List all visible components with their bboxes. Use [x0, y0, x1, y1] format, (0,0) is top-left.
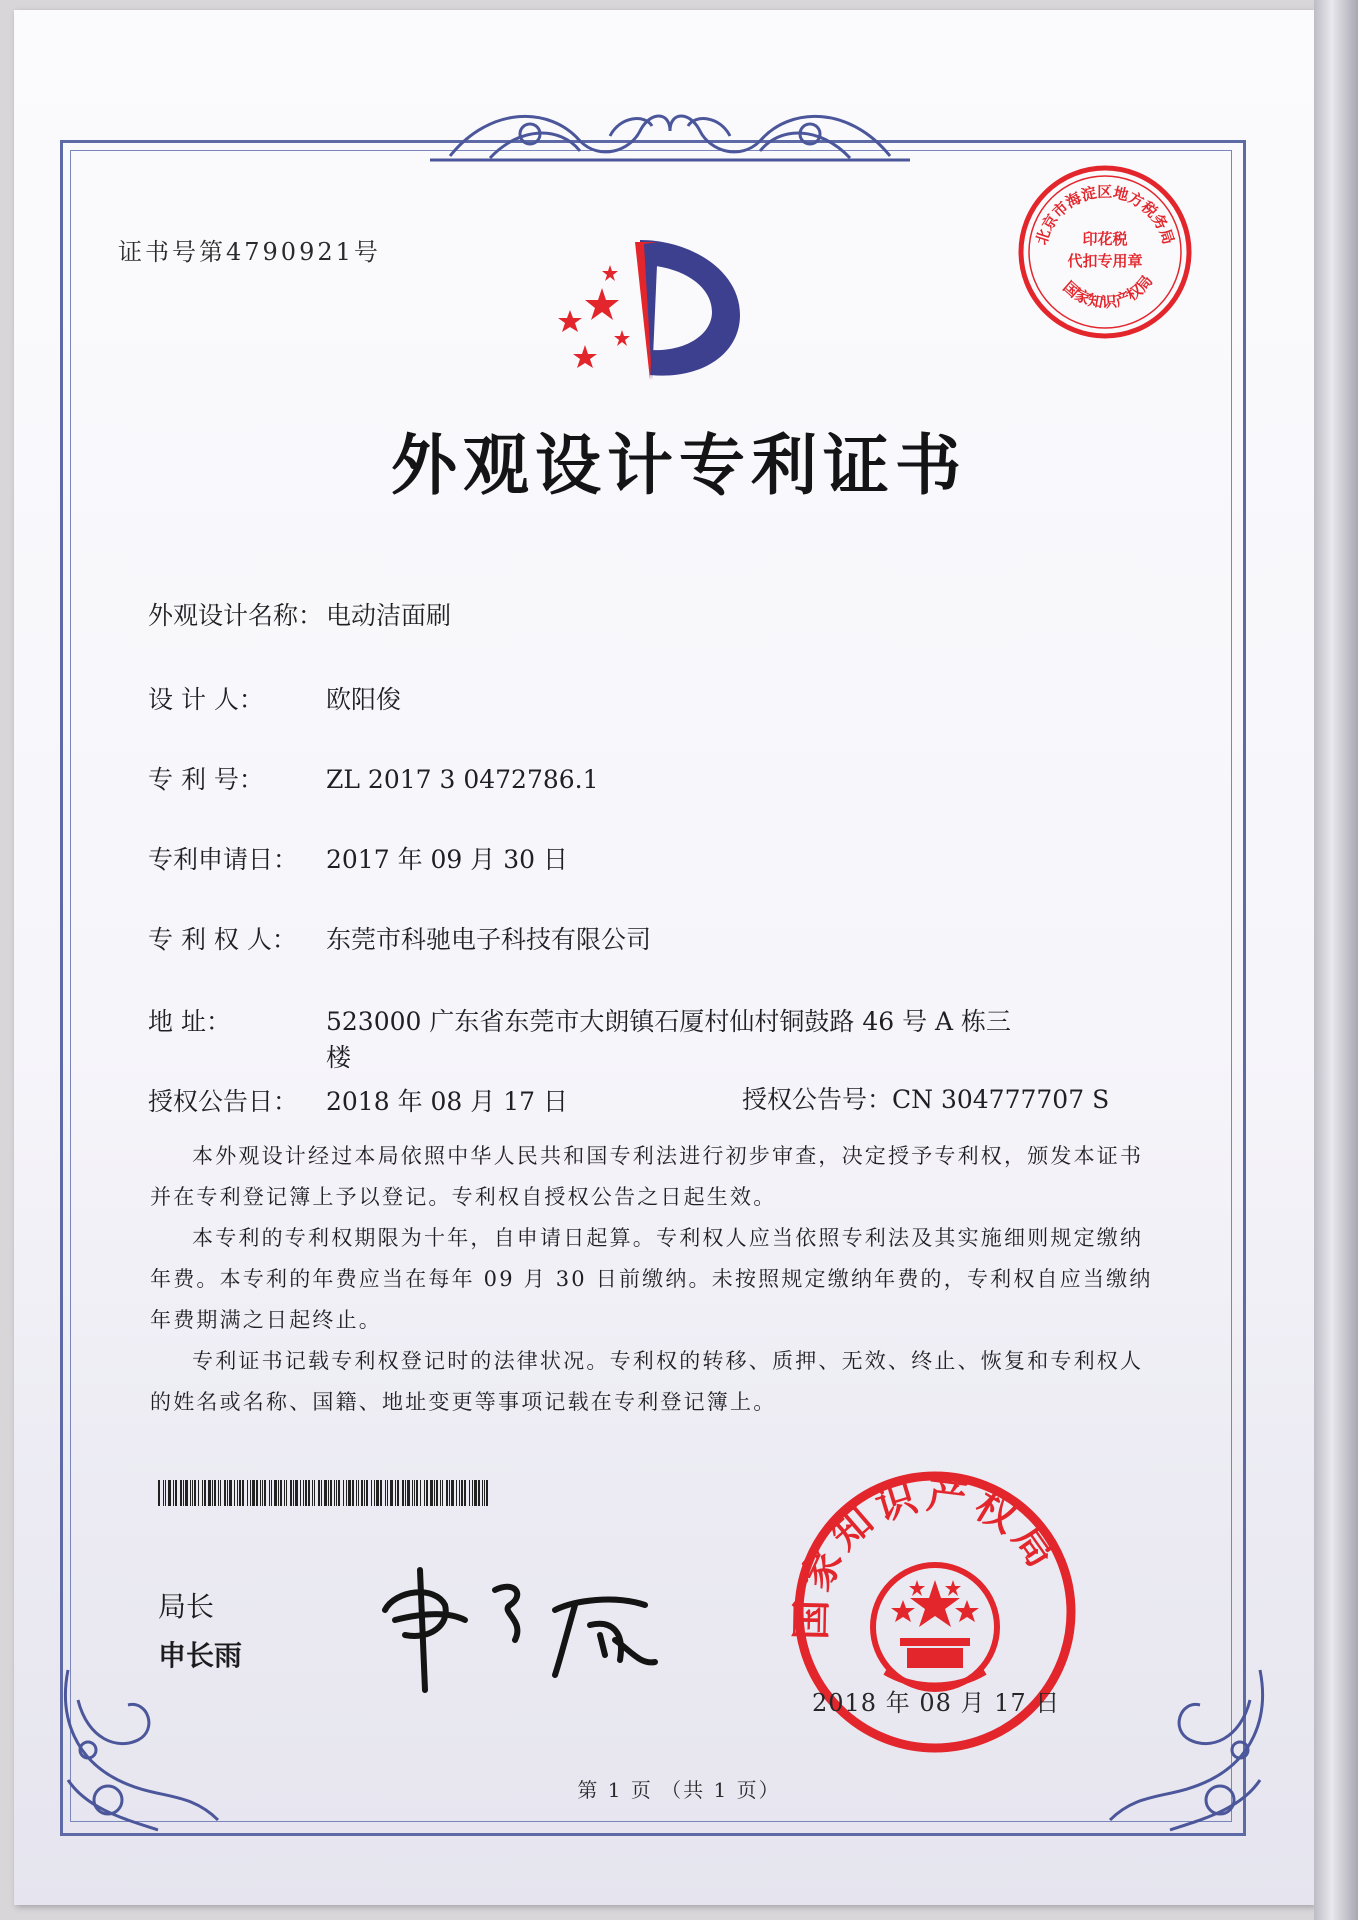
barcode-bar [208, 1480, 211, 1506]
field-label: 外观设计名称： [148, 601, 324, 630]
field-label: 授权公告日： [148, 1087, 299, 1116]
field-patentee [148, 920, 651, 956]
field-label: 地 址： [148, 1007, 231, 1036]
barcode-bar [190, 1480, 191, 1506]
barcode-bar [405, 1480, 406, 1506]
corner-ornament-right [1090, 1660, 1280, 1840]
barcode-bar [324, 1480, 327, 1506]
barcode-bar [293, 1480, 294, 1506]
barcode-bar [436, 1480, 438, 1506]
barcode-bar [371, 1480, 372, 1506]
body-paragraph-1: 本外观设计经过本局依照中华人民共和国专利法进行初步审查，决定授予专利权，颁发本证书并在专利登记簿上予以登记。专利权自授权公告之日起生效。 [150, 1144, 1144, 1209]
barcode-bar [412, 1480, 413, 1506]
barcode-bar [420, 1480, 421, 1506]
binding-edge [1314, 0, 1358, 1920]
barcode-bar [305, 1480, 307, 1506]
handwritten-signature [375, 1550, 675, 1700]
barcode-bar [456, 1480, 457, 1506]
national-emblem-icon [873, 1565, 997, 1689]
barcode-bar [250, 1480, 251, 1506]
barcode-bar [295, 1480, 298, 1506]
body-text [150, 1136, 1160, 1423]
field-value: 欧阳俊 [326, 685, 402, 714]
body-paragraph-2: 本专利的专利权期限为十年，自申请日起算。专利权人应当依照专利法及其实施细则规定缴纳年费。本专利的年费应当在每年 09 月 30 日前缴纳。未按照规定缴纳年费的，专利权自应当缴纳年费期满之日起终止。 [150, 1226, 1153, 1332]
barcode-bar [376, 1480, 379, 1506]
svg-text:国家知识产权局 [1060, 272, 1157, 312]
field-design-name [148, 596, 451, 632]
barcode-bar [212, 1480, 213, 1506]
tax-stamp-bottom-text: 国家知识产权局 [1059, 271, 1157, 312]
barcode-bar [390, 1480, 393, 1506]
barcode-bar [300, 1480, 301, 1506]
barcode-bar [464, 1480, 466, 1506]
barcode-bar [334, 1480, 335, 1506]
barcode-bar [284, 1480, 285, 1506]
barcode-bar [330, 1480, 332, 1506]
field-label: 专利申请日： [148, 845, 299, 874]
barcode-bar [183, 1480, 184, 1506]
field-value: 2017 年 09 月 30 日 [326, 845, 568, 874]
barcode-bar [274, 1480, 277, 1506]
barcode-bar [469, 1480, 470, 1506]
barcode-bar [358, 1480, 359, 1506]
body-paragraph-3: 专利证书记载专利权登记时的法律状况。专利权的转移、质押、无效、终止、恢复和专利权人的姓名或名称、国籍、地址变更等事项记载在专利登记簿上。 [150, 1349, 1144, 1414]
field-label: 专 利 权 人： [148, 925, 297, 954]
director-name: 申长雨 [158, 1639, 243, 1672]
barcode-bar [237, 1480, 238, 1506]
barcode-bar [165, 1480, 166, 1506]
barcode-bar [303, 1480, 304, 1506]
barcode-bar [346, 1480, 347, 1506]
barcode-bar [348, 1480, 351, 1506]
field-label: 专 利 号： [148, 765, 264, 794]
barcode-bar [374, 1480, 375, 1506]
barcode-bar [185, 1480, 188, 1506]
top-ornament [430, 96, 910, 176]
barcode-bar [220, 1480, 221, 1506]
barcode-bar [264, 1480, 266, 1506]
field-application-date [148, 840, 568, 876]
barcode-bar [449, 1480, 450, 1506]
page-number: 第 1 页 （共 1 页） [577, 1778, 781, 1802]
barcode-bar [430, 1480, 433, 1506]
barcode-bar [198, 1480, 199, 1506]
barcode-bar [472, 1480, 473, 1506]
field-label: 授权公告号： [742, 1085, 893, 1114]
signature-text: 申长雨 [375, 1550, 378, 1551]
seal-ring-text: 国家知识产权局 [787, 1470, 1069, 1641]
barcode-bar [380, 1480, 382, 1506]
field-value: ZL 2017 3 0472786.1 [326, 765, 599, 794]
barcode-bar [204, 1480, 206, 1506]
barcode-bar [278, 1480, 279, 1506]
barcode-bar [214, 1480, 216, 1506]
barcode-bar [286, 1480, 287, 1506]
barcode-bar [414, 1480, 415, 1506]
barcode-bar [262, 1480, 263, 1506]
barcode-bar [426, 1480, 428, 1506]
barcode-bar [416, 1480, 418, 1506]
tax-stamp-ring-text: 北京市海淀区地方税务局 [1032, 182, 1178, 247]
tax-stamp-center2: 代扣专用章 [1067, 252, 1143, 270]
barcode-bar [343, 1480, 344, 1506]
barcode-bar [484, 1480, 485, 1506]
barcode-bar [202, 1480, 203, 1506]
barcode-bar [192, 1480, 193, 1506]
field-value: 2018 年 08 月 17 日 [326, 1087, 568, 1116]
patent-office-logo [540, 230, 760, 390]
barcode-bar [440, 1480, 441, 1506]
barcode [158, 1480, 494, 1506]
field-address [148, 1002, 1011, 1038]
barcode-bar [234, 1480, 235, 1506]
barcode-bar [271, 1480, 272, 1506]
barcode-bar [242, 1480, 244, 1506]
barcode-bar [402, 1480, 404, 1506]
certificate-number: 证书号第4790921号 [118, 238, 381, 266]
barcode-bar [356, 1480, 357, 1506]
barcode-bar [218, 1480, 219, 1506]
barcode-bar [478, 1480, 480, 1506]
field-patent-no [148, 760, 599, 796]
barcode-bar [407, 1480, 410, 1506]
field-address-line2: 楼 [326, 1043, 352, 1072]
barcode-bar [194, 1480, 196, 1506]
tax-stamp [1015, 162, 1195, 342]
barcode-bar [175, 1480, 177, 1506]
barcode-bar [247, 1480, 248, 1506]
field-value: CN 304777707 S [892, 1085, 1110, 1114]
barcode-bar [280, 1480, 282, 1506]
field-value-line1: 523000 广东省东莞市大朗镇石厦村仙村铜鼓路 46 号 A 栋三 [326, 1007, 1012, 1036]
barcode-bar [361, 1480, 363, 1506]
seal-date: 2018 年 08 月 17 日 [812, 1689, 1061, 1717]
barcode-bar [424, 1480, 425, 1506]
field-grant-date [148, 1082, 568, 1118]
field-designer [148, 680, 401, 716]
barcode-bar [385, 1480, 386, 1506]
page-title: 外观设计专利证书 [391, 427, 967, 504]
barcode-bar [364, 1480, 365, 1506]
barcode-bar [397, 1480, 399, 1506]
field-value: 电动洁面刷 [326, 601, 452, 630]
barcode-bar [312, 1480, 313, 1506]
barcode-bar [180, 1480, 182, 1506]
barcode-bar [168, 1480, 171, 1506]
barcode-bar [446, 1480, 448, 1506]
barcode-bar [451, 1480, 454, 1506]
barcode-bar [314, 1480, 315, 1506]
barcode-bar [474, 1480, 477, 1506]
barcode-bar [308, 1480, 310, 1506]
barcode-bar [442, 1480, 443, 1506]
barcode-bar [461, 1480, 463, 1506]
barcode-bar [336, 1480, 337, 1506]
corner-ornament-left [48, 1660, 238, 1840]
barcode-bar [486, 1480, 488, 1506]
barcode-bar [321, 1480, 322, 1506]
barcode-bar [173, 1480, 174, 1506]
barcode-bar [290, 1480, 292, 1506]
barcode-bar [366, 1480, 368, 1506]
barcode-bar [158, 1480, 160, 1506]
barcode-bar [338, 1480, 340, 1506]
barcode-bar [256, 1480, 258, 1506]
barcode-bar [269, 1480, 270, 1506]
barcode-bar [252, 1480, 255, 1506]
barcode-bar [229, 1480, 232, 1506]
barcode-bar [482, 1480, 483, 1506]
barcode-bar [239, 1480, 241, 1506]
field-grant-no [742, 1080, 1109, 1116]
barcode-bar [328, 1480, 329, 1506]
barcode-bar [387, 1480, 388, 1506]
barcode-bar [434, 1480, 435, 1506]
field-label: 设 计 人： [148, 685, 264, 714]
barcode-bar [318, 1480, 320, 1506]
barcode-bar [260, 1480, 261, 1506]
director-title: 局长 [158, 1590, 215, 1623]
field-value: 东莞市科驰电子科技有限公司 [326, 925, 652, 954]
barcode-bar [224, 1480, 226, 1506]
barcode-bar [163, 1480, 164, 1506]
barcode-bar [352, 1480, 354, 1506]
barcode-bar [227, 1480, 228, 1506]
barcode-bar [395, 1480, 396, 1506]
barcode-bar [459, 1480, 460, 1506]
tax-stamp-center1: 印花税 [1082, 230, 1128, 248]
